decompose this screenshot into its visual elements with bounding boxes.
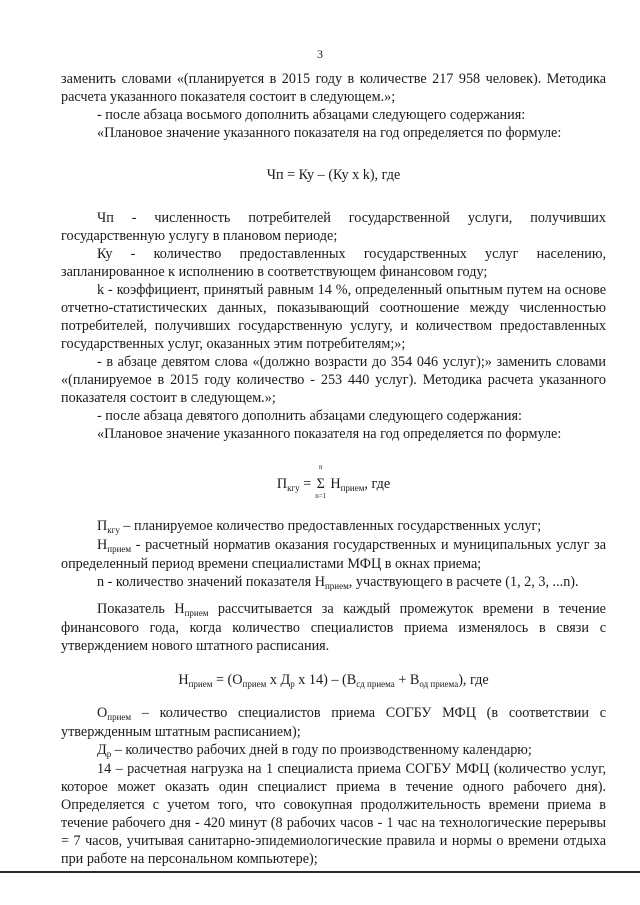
formula-part: ), где: [458, 672, 489, 688]
formula-part: + В: [394, 672, 420, 688]
paragraph: [61, 536, 606, 573]
formula-subscript: прием: [340, 483, 365, 493]
symbol-subscript: прием: [184, 608, 209, 618]
paragraph-text: , участвующего в расчете (1, 2, 3, ...n).: [348, 574, 579, 590]
page-number: 3: [317, 47, 323, 61]
formula-services-sum: [61, 463, 606, 501]
formula-tail: , где: [364, 476, 391, 492]
paragraph-text: – количество рабочих дней в году по производственному календарю;: [111, 742, 532, 758]
sigma-lower-limit: n=1: [315, 492, 327, 500]
paragraph: k - коэффициент, принятый равным 14 %, определенный опытным путем на основе отчетно-статистических данных, показывающий соотношение между численностью потребителей, получивших государственную услугу, и количеством предоставленных государственных услуг, оказанных этим потребителям;»;: [61, 282, 606, 352]
paragraph: - в абзаце девятом слова «(должно возрасти до 354 046 услуг);» заменить словами «(планируемое в 2015 году количество - 253 440 услуг). Методика расчета указанного показателя состоит в следующем.»;: [61, 354, 606, 406]
paragraph: [61, 573, 606, 592]
paragraph: заменить словами «(планируется в 2015 году в количестве 217 958 человек). Методика расчета указанного показателя состоит в следующем.»;: [61, 71, 606, 105]
paragraph: [61, 741, 606, 760]
page-bottom-rule: [0, 871, 640, 873]
paragraph: - после абзаца восьмого дополнить абзацами следующего содержания:: [97, 107, 526, 123]
paragraph-text: - расчетный норматив оказания государственных и муниципальных услуг за определенный период времени специалистами МФЦ в окнах приема;: [61, 537, 606, 572]
formula-subscript: прием: [188, 679, 213, 689]
symbol-subscript: р: [106, 749, 112, 759]
formula-consumers: Чп = Ку – (Ку х k), где: [266, 167, 401, 183]
symbol: Д: [97, 742, 107, 758]
symbol-subscript: кгу: [107, 525, 120, 535]
paragraph: Ку - количество предоставленных государственных услуг населению, запланированное к исполнению в соответствующем финансовом году;: [61, 246, 606, 280]
paragraph: «Плановое значение указанного показателя на год определяется по формуле:: [97, 426, 562, 442]
sigma-symbol: [315, 463, 327, 500]
paragraph-text: – планируемое количество предоставленных государственных услуг;: [119, 518, 542, 534]
paragraph: 14 – расчетная нагрузка на 1 специалиста приема СОГБУ МФЦ (количество услуг, которое может оказать один специалист приема в течение одного рабочего дня). Определяется с учетом того, что совокупная продолжительность времени приема в течение рабочего дня - 420 минут (8 рабочих часов - 1 час на технологические перерывы = 7 часов, учитывая санитарно-эпидемиологические правила и нормы о времени отдыха при работе на персональном компьютере);: [61, 761, 606, 867]
paragraph-text: рассчитывается за каждый промежуток времени в течение финансового года, когда количество специалистов приема изменялось в связи с утверждением нового штатного расписания.: [61, 601, 606, 654]
sigma-glyph: Σ: [316, 476, 325, 492]
formula-term: Н: [326, 476, 341, 492]
paragraph: - после абзаца девятого дополнить абзацами следующего содержания:: [97, 408, 522, 424]
formula-lhs: П: [276, 476, 288, 492]
formula-norm: [61, 671, 606, 690]
paragraph-text: – количество специалистов приема СОГБУ МФЦ (в соответствии с утвержденным штатным расписанием);: [61, 705, 606, 740]
paragraph: «Плановое значение указанного показателя на год определяется по формуле:: [97, 125, 562, 141]
paragraph: [61, 704, 606, 741]
formula-part: = (О: [212, 672, 243, 688]
symbol: П: [97, 518, 108, 534]
formula-subscript: кгу: [287, 483, 300, 493]
paragraph: [61, 600, 606, 655]
document-body: [61, 70, 606, 868]
paragraph-text: n - количество значений показателя Н: [97, 574, 325, 590]
formula-subscript: прием: [242, 679, 267, 689]
sigma-upper-limit: n: [319, 463, 323, 471]
formula-subscript: од приема: [419, 679, 459, 689]
formula-part: х Д: [266, 672, 291, 688]
formula-part: х 14) – (В: [294, 672, 357, 688]
formula-part: Н: [178, 672, 189, 688]
symbol-subscript: прием: [324, 581, 349, 591]
formula-subscript: р: [290, 679, 295, 689]
symbol-subscript: прием: [107, 712, 132, 722]
symbol: Н: [97, 537, 108, 553]
symbol: О: [97, 705, 108, 721]
formula-subscript: сд приема: [356, 679, 395, 689]
formula-equals: =: [299, 476, 315, 492]
paragraph: Чп - численность потребителей государственной услуги, получивших государственную услугу в плановом периоде;: [61, 210, 606, 244]
symbol-subscript: прием: [107, 544, 132, 554]
paragraph-text: Показатель Н: [97, 601, 185, 617]
paragraph: [61, 517, 606, 536]
